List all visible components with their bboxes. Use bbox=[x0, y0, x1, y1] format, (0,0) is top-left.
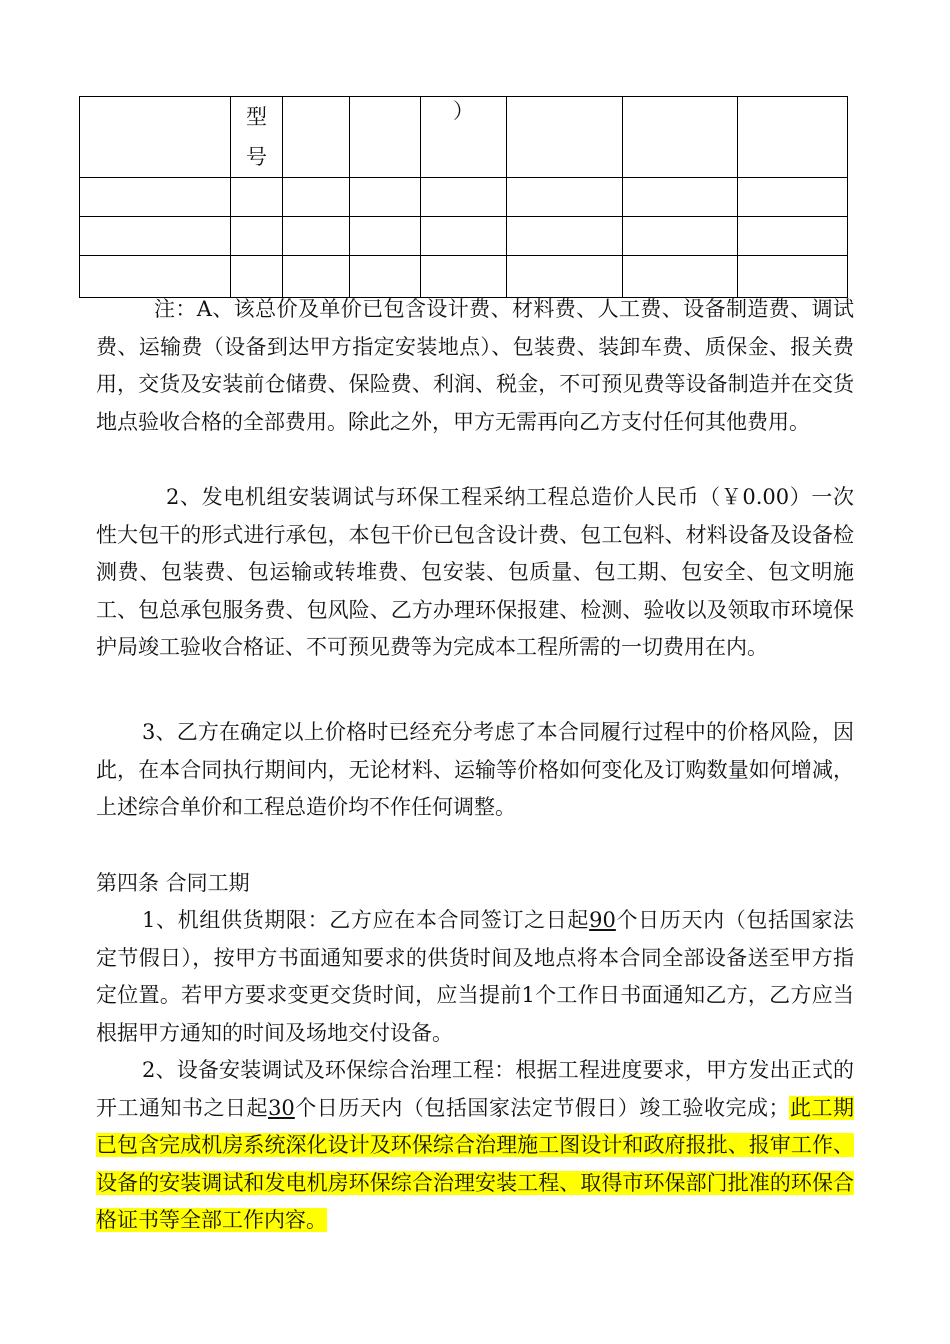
table-cell bbox=[80, 97, 231, 178]
clause-3-paragraph: 3、乙方在确定以上价格时已经充分考虑了本合同履行过程中的价格风险，因此，在本合同执行期间内，无论材料、运输等价格如何变化及订购数量如何增减，上述综合单价和工程总造价均不作任何调整。 bbox=[96, 720, 854, 819]
table-cell bbox=[507, 97, 623, 178]
item2-text-before: 2、设备安装调试及环保综合治理工程：根据工程进度要求，甲方发出正式的开工通知书之日起 bbox=[96, 1058, 854, 1120]
item2-days: 30 bbox=[268, 1095, 295, 1120]
item1-text-before: 1、机组供货期限：乙方应在本合同签订之日起 bbox=[142, 908, 590, 932]
table-row bbox=[80, 217, 848, 256]
article-4-heading: 第四条 合同工期 bbox=[96, 871, 250, 895]
clause-2-paragraph: 2、发电机组安装调试与环保工程采纳工程总造价人民币（￥0.00）一次性大包干的形式进行承包，本包干价已包含设计费、包工包料、材料设备及设备检测费、包装费、包运输或转堆费、包安装、包质量、包工期、包安全、包文明施工、包总承包服务费、包风险、乙方办理环保报建、检测、验收以及领取市环境保护局竣工验收合格证、不可预见费等为完成本工程所需的一切费用在内。 bbox=[96, 485, 854, 659]
item1-days: 90 bbox=[589, 908, 616, 932]
table-cell bbox=[350, 97, 421, 178]
item1-text-after: 个日历天内（包括国家法定节假日），按甲方书面通知要求的供货时间及地点将本合同全部设备送至甲方指定位置。若甲方要求变更交货时间，应当提前1个工作日书面通知乙方，乙方应当根据甲方通知的时间及场地交付设备。 bbox=[96, 908, 855, 1045]
price-table bbox=[79, 96, 848, 298]
table-cell bbox=[231, 97, 283, 178]
article-4-item-1 bbox=[96, 902, 854, 1052]
table-cell bbox=[421, 97, 507, 178]
table-row bbox=[80, 178, 848, 217]
item2-text-after: 个日历天内（包括国家法定节假日）竣工验收完成； bbox=[294, 1095, 790, 1120]
table-cell bbox=[738, 97, 848, 178]
article-4-item-2 bbox=[96, 1052, 854, 1240]
header-paren: ） bbox=[453, 99, 474, 123]
note-paragraph: 注：A、该总价及单价已包含设计费、材料费、人工费、设备制造费、调试费、运输费（设备到达甲方指定安装地点）、包装费、装卸车费、质保金、报关费用，交货及安装前仓储费、保险费、利润、税金，不可预见费等设备制造并在交货地点验收合格的全部费用。除此之外，甲方无需再向乙方支付任何其他费用。 bbox=[96, 297, 854, 434]
table-cell bbox=[283, 97, 350, 178]
table-header-row bbox=[80, 97, 848, 178]
header-model-label: 型 号 bbox=[246, 105, 267, 169]
table-cell bbox=[623, 97, 738, 178]
item2-highlighted-text: 此工期已包含完成机房系统深化设计及环保综合治理施工图设计和政府报批、报审工作、设备的安装调试和发电机房环保综合治理安装工程、取得市环保部门批准的环保合格证书等全部工作内容。 bbox=[96, 1095, 855, 1232]
